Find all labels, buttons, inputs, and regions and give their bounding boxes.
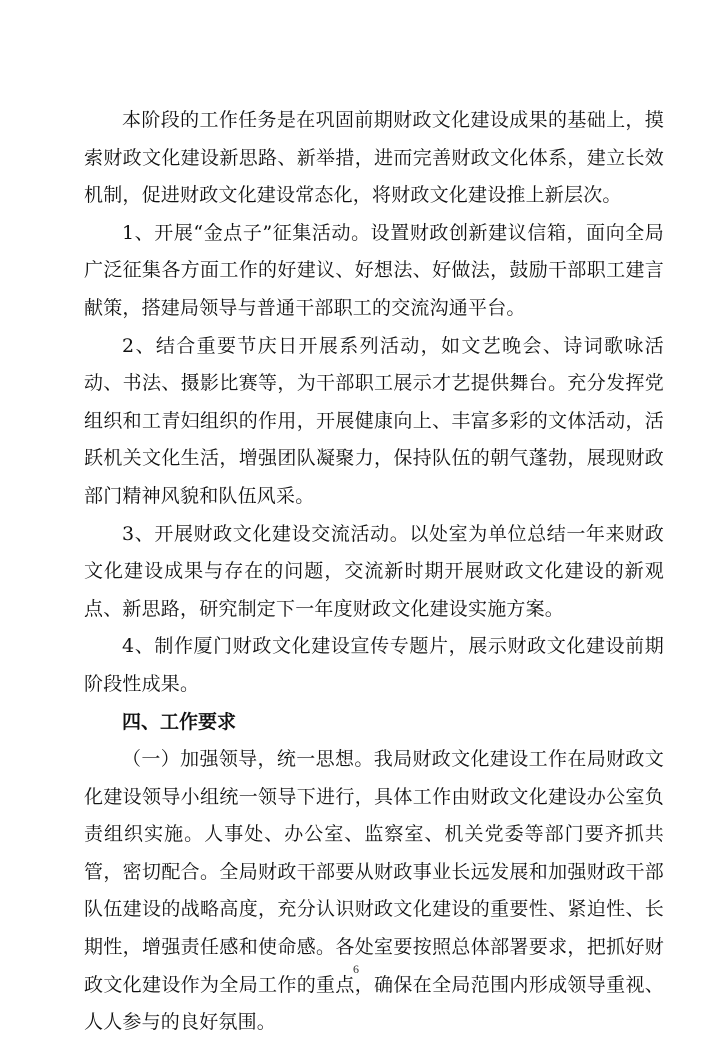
paragraph-item-1: 1、开展“金点子”征集活动。设置财政创新建议信箱，面向全局广泛征集各方面工作的好建议、好想法、好做法，鼓励干部职工建言献策，搭建局领导与普通干部职工的交流沟通平台。 (84, 221, 664, 319)
section-heading: 四、工作要求 (122, 710, 237, 733)
paragraph-requirement-1: （一）加强领导，统一思想。我局财政文化建设工作在局财政文化建设领导小组统一领导下进行，具体工作由财政文化建设办公室负责组织实施。人事处、办公室、监察室、机关党委等部门要齐抓共管，密切配合。全局财政干部要从财政事业长远发展和加强财政干部队伍建设的战略高度，充分认识财政文化建设的重要性、紧迫性、长期性，增强责任感和使命感。各处室要按照总体部署要求，把抓好财政文化建设作为全局工作的重点，确保在全局范围内形成领导重视、人人参与的良好氛围。 (84, 748, 664, 1034)
document-body (84, 102, 664, 1042)
paragraph-item-4: 4、制作厦门财政文化建设宣传专题片，展示财政文化建设前期阶段性成果。 (84, 635, 664, 695)
page-number: 6 (353, 962, 359, 976)
paragraph-item-2: 2、结合重要节庆日开展系列活动，如文艺晚会、诗词歌咏活动、书法、摄影比赛等，为干部职工展示才艺提供舞台。充分发挥党组织和工青妇组织的作用，开展健康向上、丰富多彩的文体活动，活跃机关文化生活，增强团队凝聚力，保持队伍的朝气蓬勃，展现财政部门精神风貌和队伍风采。 (84, 334, 664, 507)
paragraph-item-3: 3、开展财政文化建设交流活动。以处室为单位总结一年来财政文化建设成果与存在的问题，交流新时期开展财政文化建设的新观点、新思路，研究制定下一年度财政文化建设实施方案。 (84, 522, 664, 620)
paragraph-intro: 本阶段的工作任务是在巩固前期财政文化建设成果的基础上，摸索财政文化建设新思路、新举措，进而完善财政文化体系，建立长效机制，促进财政文化建设常态化，将财政文化建设推上新层次。 (84, 109, 664, 207)
